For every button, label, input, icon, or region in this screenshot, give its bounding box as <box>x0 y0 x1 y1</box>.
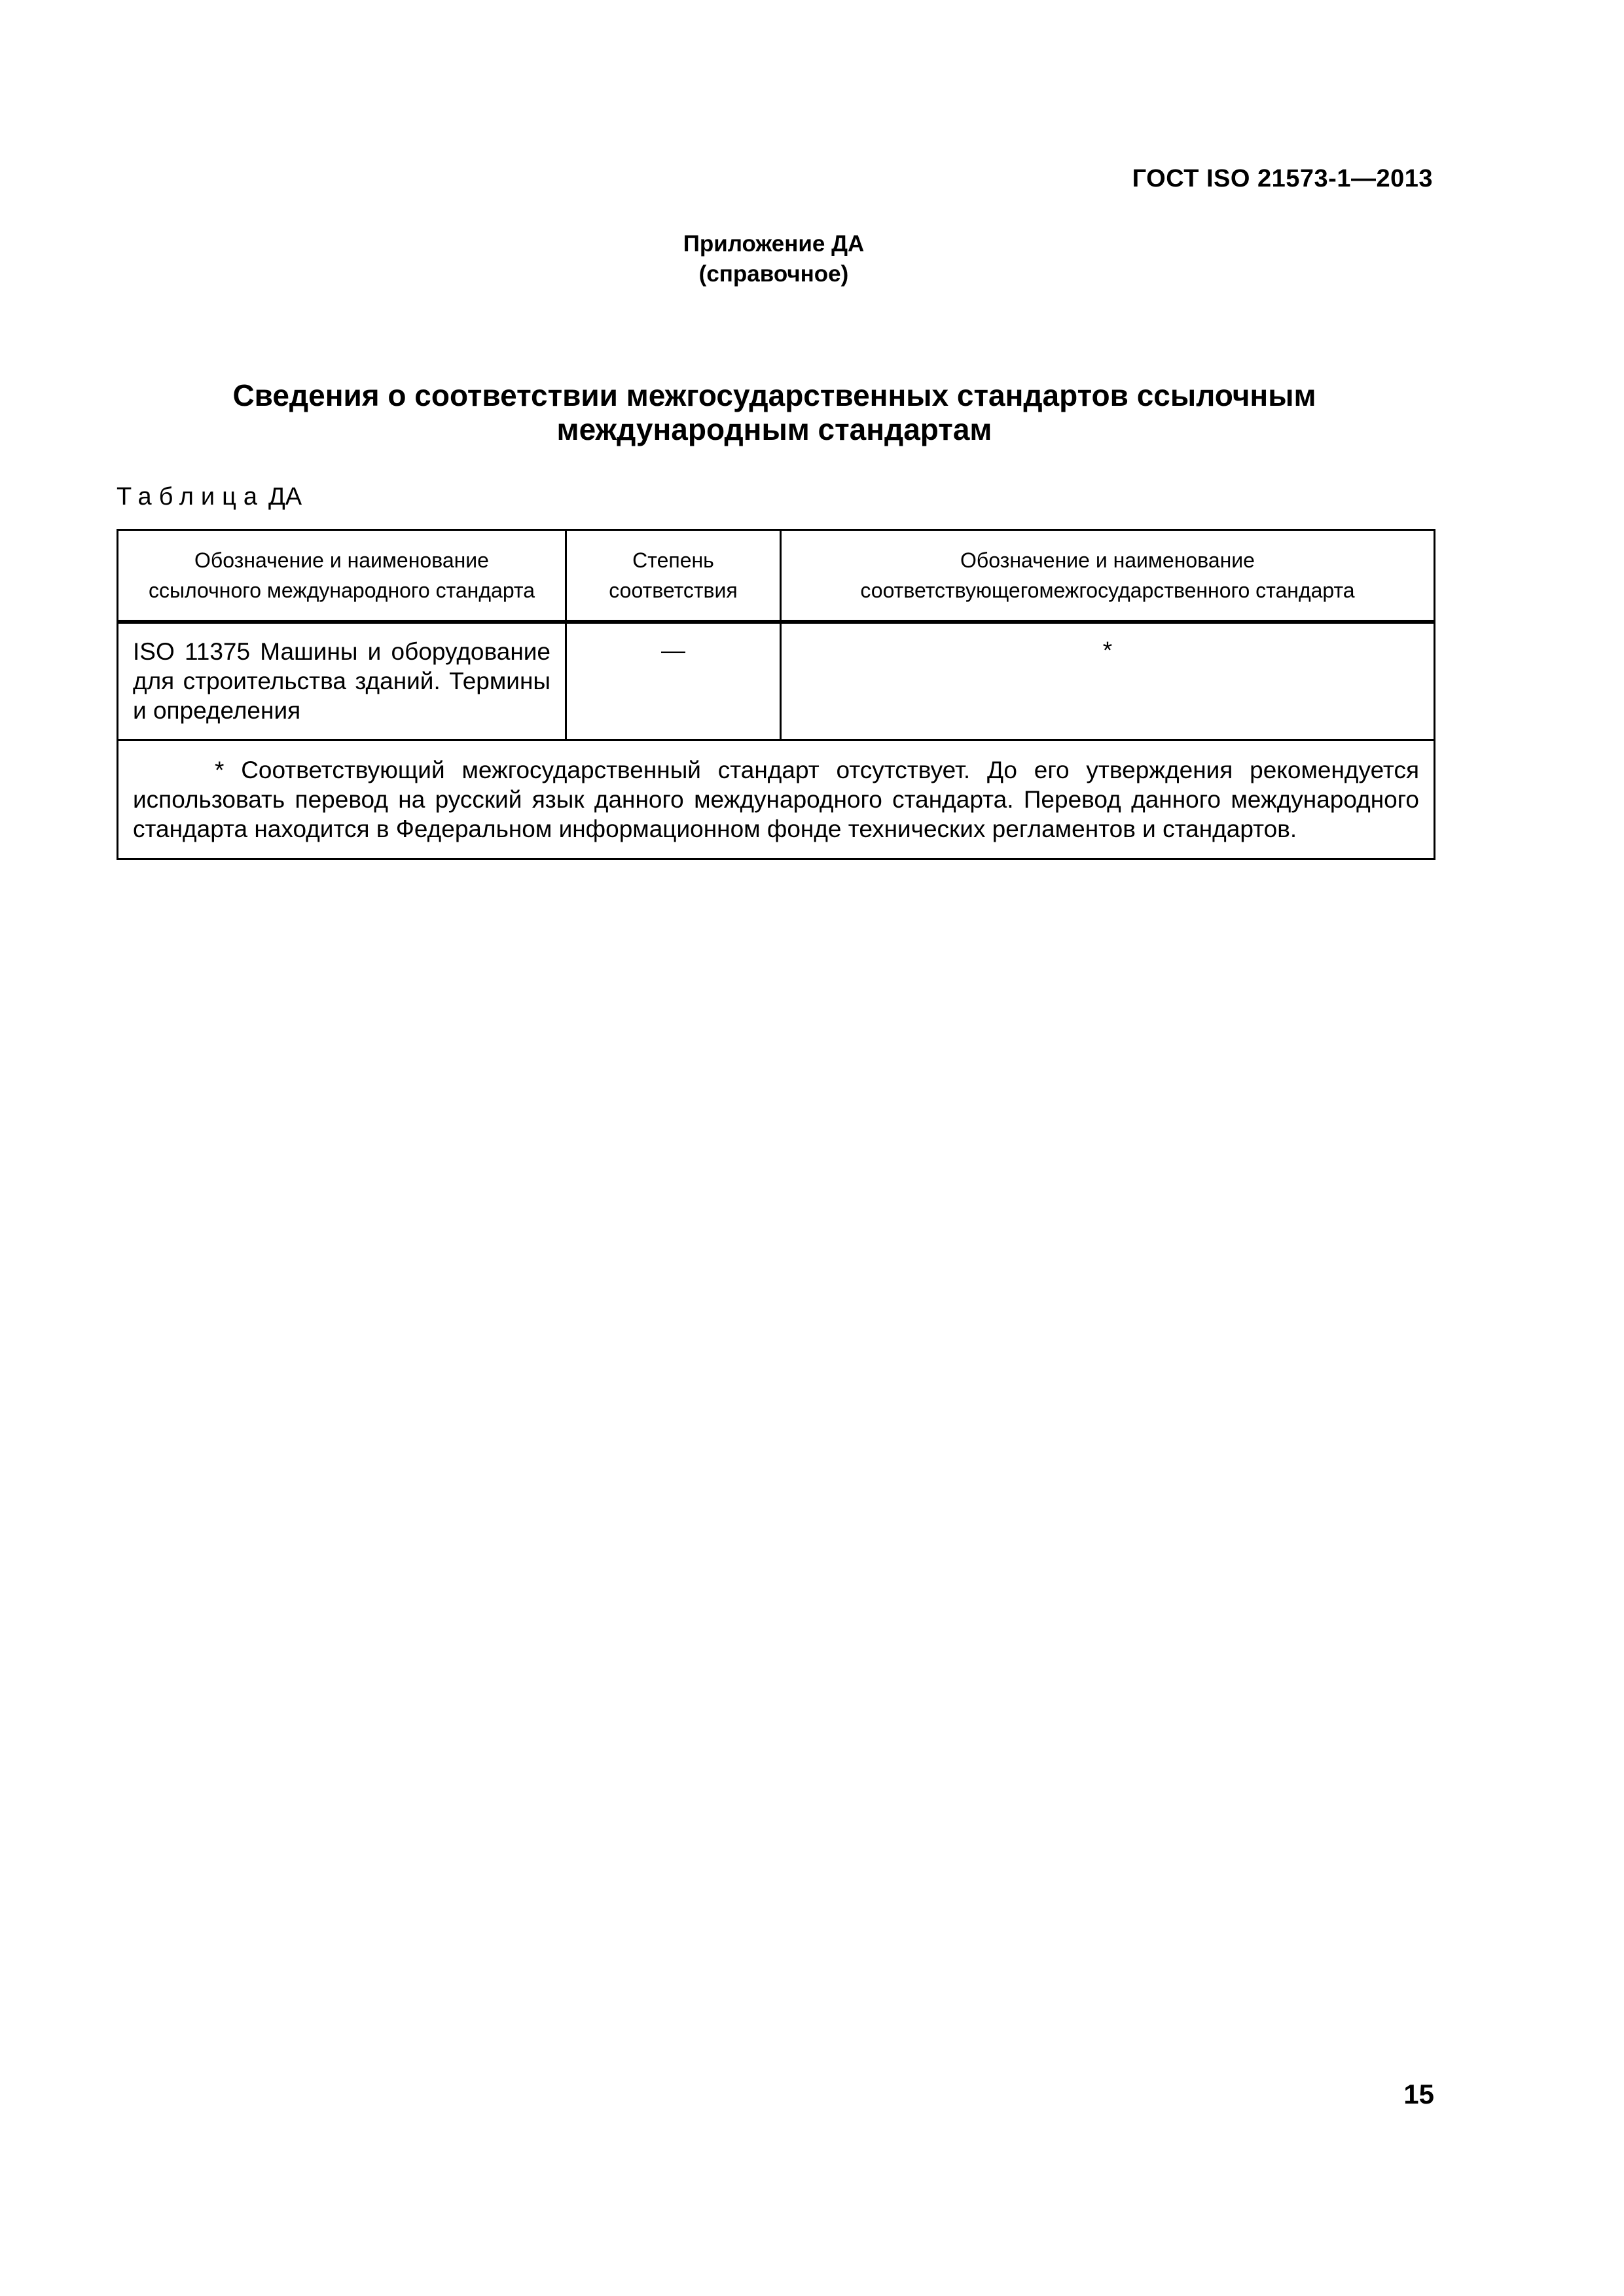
cell-degree: — <box>566 622 781 740</box>
page-title-line-2: международным стандартам <box>556 412 992 446</box>
header-degree-line-1: Степень <box>632 548 714 572</box>
header-interstate-standard <box>781 530 1435 622</box>
page-title <box>117 378 1432 446</box>
cell-reference-standard: ISO 11375 Машины и оборудование для строительства зданий. Термины и определения <box>118 622 566 740</box>
annex-title: Приложение ДА <box>683 231 865 257</box>
annex-heading <box>0 229 1547 289</box>
header-reference-line-2: ссылочного международного стандарта <box>148 579 535 602</box>
header-interstate-line-1: Обозначение и наименование <box>960 548 1255 572</box>
table-row <box>118 622 1435 740</box>
document-code: ГОСТ ISO 21573-1—2013 <box>1132 165 1433 192</box>
header-reference-line-1: Обозначение и наименование <box>194 548 489 572</box>
page-title-line-1: Сведения о соответствии межгосударственных стандартов ссылочным <box>232 378 1316 412</box>
table-label-number: ДА <box>268 483 302 511</box>
header-reference-standard <box>118 530 566 622</box>
table-footnote: * Соответствующий межгосударственный стандарт отсутствует. До его утверждения рекомендуется использовать перевод на русский язык данного международного стандарта. Перевод данного международного стандарта находится в Федеральном информационном фонде технических регламентов и стандартов. <box>118 740 1435 859</box>
header-interstate-line-2: соответствующегомежгосударственного стандарта <box>860 579 1355 602</box>
header-degree-line-2: соответствия <box>609 579 738 602</box>
table-label-word: Таблица <box>117 483 264 511</box>
cell-interstate-standard: * <box>781 622 1435 740</box>
table-footnote-row <box>118 740 1435 859</box>
header-degree <box>566 530 781 622</box>
correspondence-table <box>117 529 1435 860</box>
table-label <box>117 483 302 511</box>
annex-status: (справочное) <box>698 261 849 287</box>
page-number: 15 <box>1403 2079 1434 2109</box>
table-header-row <box>118 530 1435 622</box>
